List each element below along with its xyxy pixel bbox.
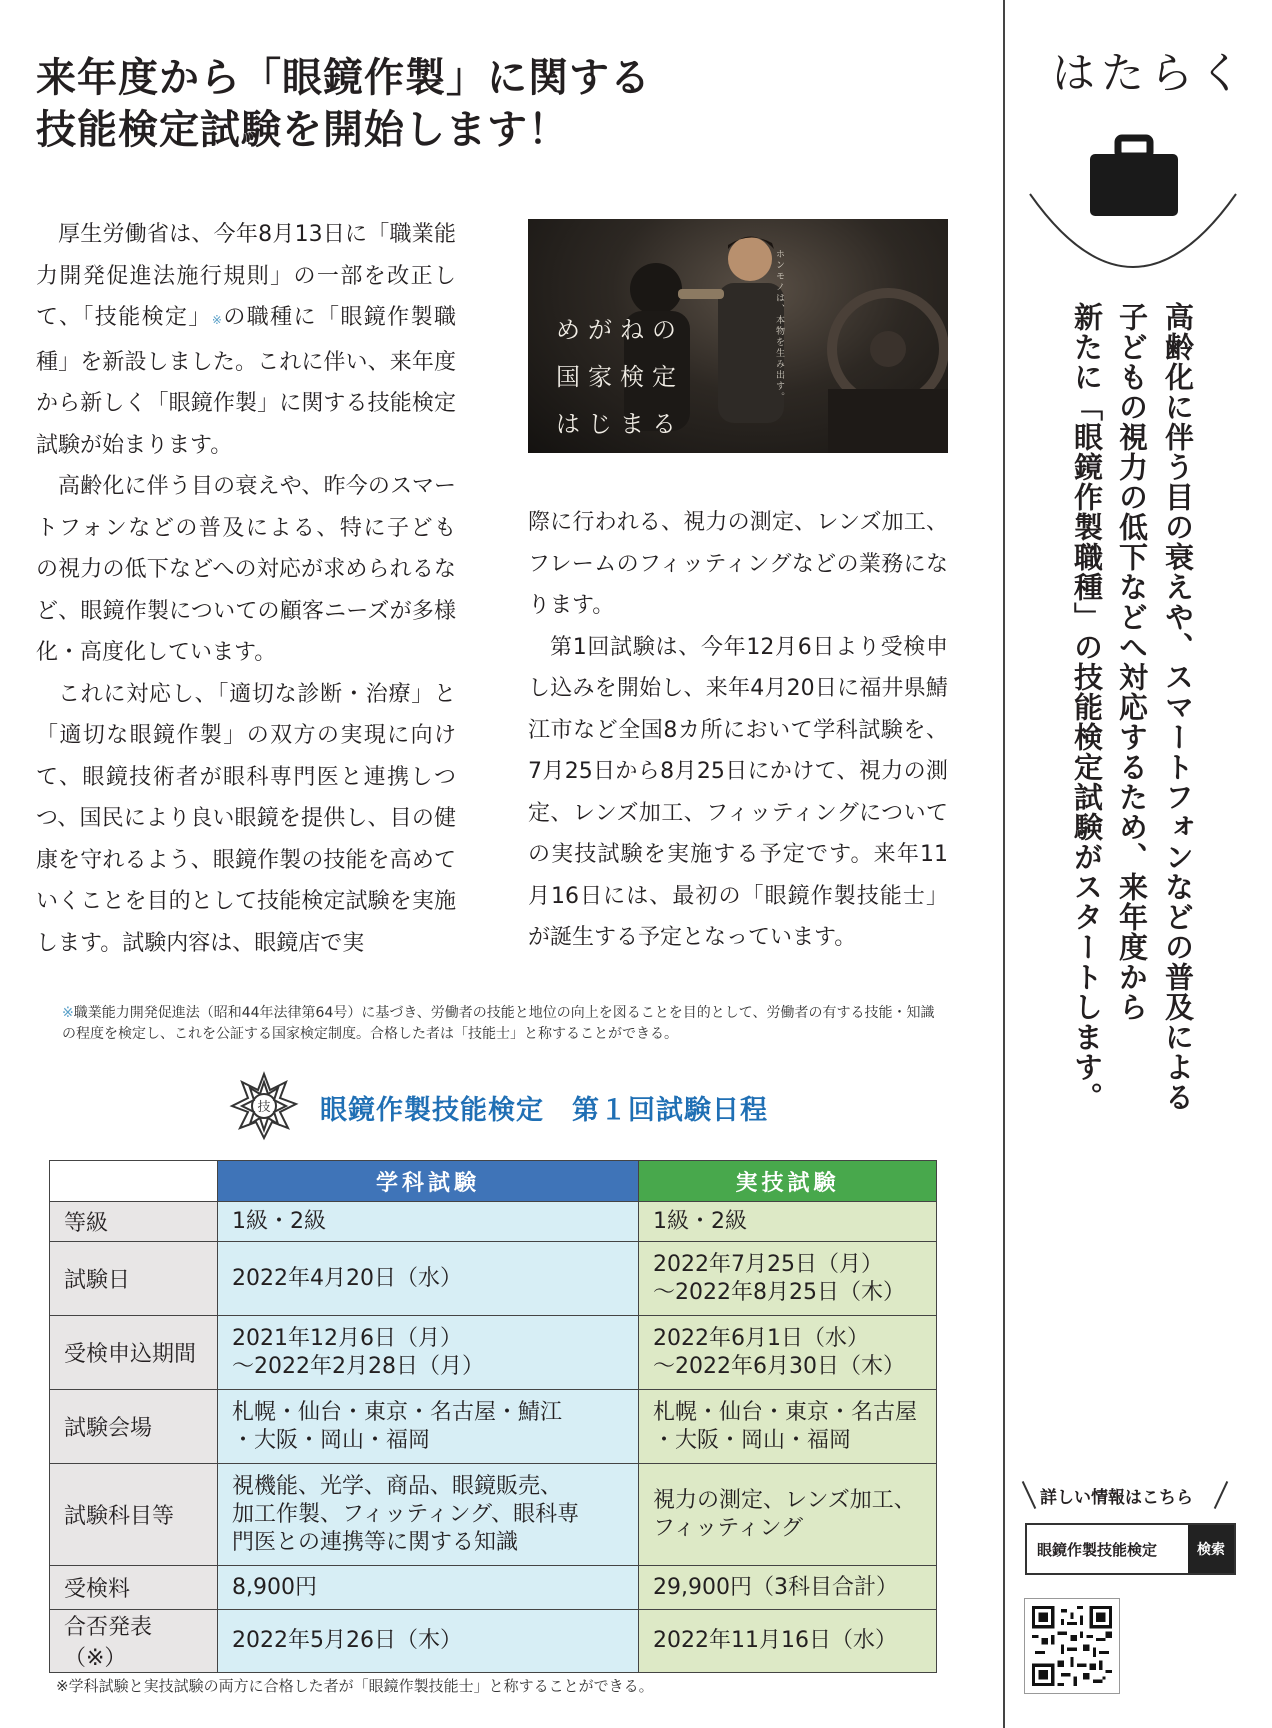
paragraph-3: これに対応し、「適切な診断・治療」と「適切な眼鏡作製」の双方の実現に向けて、眼鏡技術者が眼科専門医と連携しつつ、国民により良い眼鏡を提供し、目の健康を守れるよう、眼鏡作製の技能を高めていくことを目的として技能検定試験を実施します。試験内容は、眼鏡店で実	[36, 681, 456, 956]
table-row	[50, 1316, 937, 1390]
table-row	[50, 1610, 937, 1673]
row-label: 試験科目等	[50, 1464, 218, 1566]
footnote-mark: ※	[211, 313, 224, 327]
jitsugi-cell: 札幌・仙台・東京・名古屋 ・大阪・岡山・福岡	[639, 1390, 937, 1464]
article-title	[36, 52, 651, 156]
header-blank	[50, 1161, 218, 1202]
jitsugi-cell: 2022年11月16日（水）	[639, 1610, 937, 1673]
article-column-right	[528, 502, 948, 959]
jitsugi-cell: 2022年7月25日（月） ～2022年8月25日（木）	[639, 1242, 937, 1316]
qr-code-icon	[1032, 1606, 1112, 1686]
photo-caption-line-2: 国家検定	[556, 363, 684, 391]
title-line-1: 来年度から「眼鏡作製」に関する	[36, 55, 651, 101]
sidebar-headline-line-2: 子どもの視力の低下などへ対応するため、来年度から	[1115, 302, 1149, 1022]
header-jitsugi: 実技試験	[639, 1161, 937, 1202]
paragraph-1-text-a: 厚生労働省は、今年8月13日に「職業能力開発促進法施行規則」の一部を改正して、「技能検定」	[36, 222, 456, 330]
search-box[interactable]	[1025, 1523, 1236, 1575]
sidebar-divider	[1003, 0, 1005, 1728]
row-label: 受検申込期間	[50, 1316, 218, 1390]
promo-photo	[528, 219, 948, 453]
article-column-left	[36, 214, 456, 964]
row-label: 合否発表（※）	[50, 1610, 218, 1673]
footnote-text: 職業能力開発促進法（昭和44年法律第64号）に基づき、労働者の技能と地位の向上を図ることを目的として、労働者の有する技能・知識の程度を検定し、これを公証する国家検定制度。合格した者は「技能士」と称することができる。	[62, 1005, 935, 1042]
search-button[interactable]: 検索	[1188, 1525, 1234, 1573]
table-row	[50, 1566, 937, 1610]
gakka-cell: 2022年4月20日（水）	[218, 1242, 639, 1316]
footnote	[62, 1003, 942, 1045]
gakka-cell: 2021年12月6日（月） ～2022年2月28日（月）	[218, 1316, 639, 1390]
paragraph-1	[36, 214, 456, 466]
table-row	[50, 1390, 937, 1464]
certification-emblem-icon	[228, 1070, 300, 1142]
paragraph-2: 高齢化に伴う目の衰えや、昨今のスマートフォンなどの普及による、特に子ども の視力の低下などへの対応が求められるなど、眼鏡作製についての顧客ニーズが多様化・高度化しています。	[36, 474, 456, 665]
gakka-cell: 2022年5月26日（木）	[218, 1610, 639, 1673]
jitsugi-cell: 29,900円（3科目合計）	[639, 1566, 937, 1610]
info-label: 詳しい情報はこちら	[1040, 1488, 1193, 1508]
row-label: 等級	[50, 1202, 218, 1242]
sidebar-arc	[1028, 190, 1238, 280]
schedule-table	[49, 1160, 937, 1673]
schedule-header-row	[50, 1161, 937, 1202]
photo-caption-line-3: はじまる	[556, 410, 684, 438]
paragraph-3-continued: 際に行われる、視力の測定、レンズ加工、フレームのフィッティングなどの業務になります。	[528, 510, 948, 618]
sidebar-headline-line-3: 新たに「眼鏡作製職種」の技能検定試験がスタートします。	[1070, 302, 1104, 1112]
footnote-note-mark: ※	[62, 1005, 74, 1021]
title-line-2: 技能検定試験を開始します！	[36, 107, 569, 153]
info-slash-right	[1214, 1481, 1228, 1509]
sidebar-headline-line-1: 高齢化に伴う目の衰えや、スマートフォンなどの普及による	[1161, 302, 1195, 1112]
jitsugi-cell: 1級・2級	[639, 1202, 937, 1242]
gakka-cell: 1級・2級	[218, 1202, 639, 1242]
photo-catchphrase: ホンモノは、本物を生み出す。	[774, 249, 784, 403]
gakka-cell: 札幌・仙台・東京・名古屋・鯖江 ・大阪・岡山・福岡	[218, 1390, 639, 1464]
info-slash-left	[1022, 1481, 1036, 1509]
schedule-title: 眼鏡作製技能検定 第１回試験日程	[320, 1095, 768, 1126]
svg-text:技: 技	[257, 1100, 271, 1115]
table-row	[50, 1242, 937, 1316]
sidebar-title: はたらく	[1052, 49, 1248, 99]
photo-caption	[556, 307, 684, 448]
paragraph-4: 第1回試験は、今年12月6日より受検申し込みを開始し、来年4月20日に福井県鯖江市など全国8カ所において学科試験を、7月25日から8月25日にかけて、視力の測定、レンズ加工、フィッティングについての実技試験を実施する予定です。来年11月16日には、最初の「眼鏡作製技能士」が誕生する予定となっています。	[528, 634, 948, 950]
table-row	[50, 1464, 937, 1566]
photo-caption-line-1: めがねの	[556, 316, 684, 344]
jitsugi-cell: 視力の測定、レンズ加工、 フィッティング	[639, 1464, 937, 1566]
gakka-cell: 8,900円	[218, 1566, 639, 1610]
table-row	[50, 1202, 937, 1242]
row-label: 受検料	[50, 1566, 218, 1610]
row-label: 試験会場	[50, 1390, 218, 1464]
schedule-footnote: ※学科試験と実技試験の両方に合格した者が「眼鏡作製技能士」と称することができる。	[56, 1677, 654, 1695]
header-gakka: 学科試験	[218, 1161, 639, 1202]
jitsugi-cell: 2022年6月1日（水） ～2022年6月30日（木）	[639, 1316, 937, 1390]
gakka-cell: 視機能、光学、商品、眼鏡販売、 加工作製、フィッティング、眼科専 門医との連携等に関する知識	[218, 1464, 639, 1566]
qr-code[interactable]	[1024, 1598, 1120, 1694]
row-label: 試験日	[50, 1242, 218, 1316]
paragraph-1-text-b: の職種に「眼鏡作製職種」を新設しました。これに伴い、来年度から新しく「眼鏡作製」に関する技能検定試験が始まります。	[36, 305, 456, 458]
search-input[interactable]: 眼鏡作製技能検定	[1037, 1540, 1158, 1559]
